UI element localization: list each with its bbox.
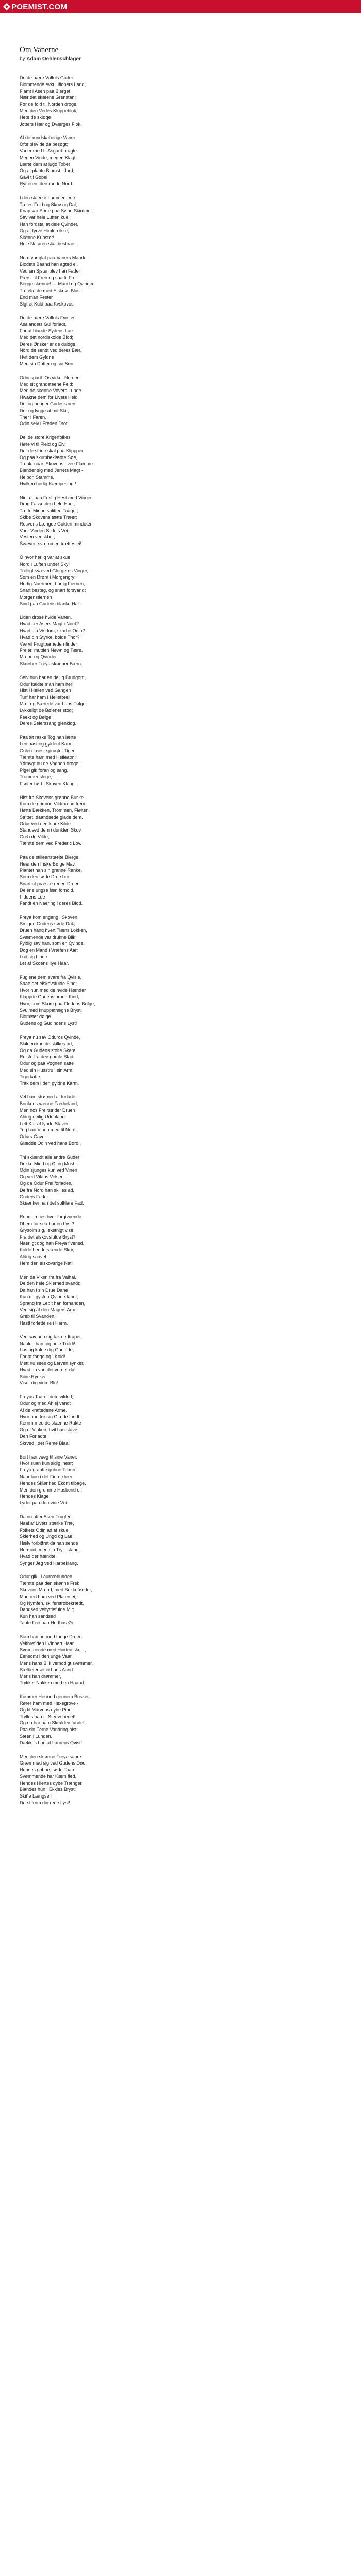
poem-line: Og paa skumbeklædte Søe,: [20, 454, 78, 460]
poem-line: Hvad der hændte,: [20, 1553, 57, 1559]
poem-line: Greb de Vilde,: [20, 834, 50, 840]
poem-line: Muntred ham ved Platen ei;: [20, 1594, 77, 1599]
poem-line: Blomster dølge: [20, 1014, 51, 1020]
poem-line: Viser dig vidm Blü!: [20, 1380, 58, 1386]
stanza: [20, 1634, 361, 1686]
poem-line: Standsed dem i dunklen Skov,: [20, 827, 82, 833]
stanza: [20, 315, 361, 367]
poem-line: Blandes hun i Ekkles Bryst:: [20, 1787, 76, 1792]
stanza: [20, 1214, 361, 1266]
poem-line: Svæver, svæmmer, trættes ei!: [20, 541, 82, 547]
poem-line: Med de skønne Vovers Lunde: [20, 388, 81, 394]
poem-line: Tætes Fold og Skov og Dal;: [20, 201, 77, 207]
poem-line: Mænd og Qvinder: [20, 654, 57, 660]
poem-line: Mens han drømmer,: [20, 1673, 61, 1679]
poem-line: Nær det skæene Grenstan;: [20, 95, 76, 100]
poem-line: Der de stride skal paa Klippper: [20, 448, 84, 453]
stanza: [20, 1754, 361, 1806]
poem-line: Jotters Hær og Dværges Flok.: [20, 121, 82, 127]
logo-diamond-icon: [3, 3, 10, 10]
poem-line: Fandt en Naering i deres Blod.: [20, 901, 83, 906]
poem-line: Vesten venskber,: [20, 534, 55, 540]
poem-line: Freyas Taarer rinte vilded;: [20, 1394, 73, 1400]
poem-line: Sind paa Gudens blanke Hat.: [20, 601, 80, 606]
poem-line: Og til Marvens dybe Piber: [20, 1707, 73, 1713]
poem-line: Tæmte paa den skønne Frei;: [20, 1581, 80, 1586]
poem-line: Dog en Mand i Vræfens Aar;: [20, 947, 78, 953]
poem-line: Nioird, paa Frisfig Hest med Vinger,: [20, 495, 93, 500]
poem-line: Men da Viksn fra fra Valhal,: [20, 1274, 76, 1280]
poem-line: Kun en gysten Qvinde fandt;: [20, 1294, 78, 1299]
poem-line: Odur ved den klare Kilde: [20, 821, 71, 826]
poem-line: Lykkeligt de Bølener stog;: [20, 707, 73, 713]
poem-line: Af de kraftedene Arme,: [20, 1407, 68, 1413]
poem-line: Gudens og Gudindens Lyst!: [20, 1021, 77, 1026]
poem-line: Siine Rynker: [20, 1374, 46, 1379]
poem-line: Hvor han før sin Glæde fandt.: [20, 1414, 81, 1419]
poem-line: Nord de sendt ved deres Bær,: [20, 348, 82, 353]
poem-line: End man Fester: [20, 294, 53, 300]
poem-line: Skilden kun de skilkes ad;: [20, 1041, 73, 1046]
poem-line: Trak dem i den gyldne Karm.: [20, 1080, 79, 1086]
poem-line: Guders Fader: [20, 1194, 48, 1199]
poem-line: Hvor hun med de hvide Hænder: [20, 988, 86, 993]
poem-line: Grysoim sig, lekstnigt vise: [20, 1227, 74, 1233]
poem-body: [20, 75, 361, 1806]
stanza: [20, 614, 361, 667]
poem-line: Deres Ønsker er de duldge,: [20, 341, 77, 347]
poem-line: Vel ham strømed at forlade: [20, 1094, 76, 1100]
poem-line: Skibe Skovens tætte Træer;: [20, 515, 77, 520]
poem-line: Selv hun har en deilig Brudgom,: [20, 674, 86, 680]
poem-line: Hvor suan kun sidig inesr;: [20, 1461, 73, 1466]
poem-line: Med den Vedes Kloppeblok,: [20, 108, 78, 113]
poem-line: Snart besteg, og snart forsvandt: [20, 587, 86, 593]
poem-line: I en hast og gyldent Karm;: [20, 741, 74, 747]
poem-line: Paa sin Ferne Vandring hist:: [20, 1727, 78, 1733]
poem-line: Tæmte dem ved Frederic Lov.: [20, 841, 81, 846]
poem-line: Saae det elskovsfulde Sind;: [20, 981, 77, 987]
poem-line: Som den søde Drue bar;: [20, 874, 71, 880]
poem-line: Ved sin Sjster blev han Fader: [20, 268, 80, 274]
poem-line: Naalde han, og hele Troldi!: [20, 1341, 75, 1346]
stanza: [20, 434, 361, 487]
poem-line: Med sin Datter og sin Søn.: [20, 361, 75, 367]
poem-line: Lyder paa den vide Vei.: [20, 1500, 68, 1506]
stanza: [20, 495, 361, 547]
stanza: [20, 914, 361, 967]
poem-line: Lod sig binde: [20, 954, 47, 960]
poem-line: Mæt og Særede var hans Følge,: [20, 701, 87, 706]
poem-line: Odurs Gaver: [20, 1134, 46, 1140]
poem-line: Hastl forlettelse i Harm.: [20, 1320, 68, 1326]
poem-line: Og ut Vinken, hvil han stave;: [20, 1427, 79, 1433]
poem-line: Skrved i det Reme Blaa!: [20, 1440, 70, 1446]
byline: [20, 56, 361, 62]
poem-line: Slgt et Kuld paa Kvskovos.: [20, 301, 75, 307]
poem-line: Hist fra Skovens grønne Buske: [20, 794, 84, 800]
stanza: [20, 1154, 361, 1207]
logo-text: POEMIST.COM: [11, 2, 68, 11]
poem-line: Let af Skoens Ilye Haar.: [20, 960, 69, 966]
poem-line: Trolligt svæved Glorgerns Vinger,: [20, 568, 89, 573]
poem-line: Blender sig med Jerrets Magt -: [20, 468, 84, 473]
poem-line: Da nu atter Asen Frugten: [20, 1514, 72, 1519]
poem-line: Tabte Frei paa Herthas Ør.: [20, 1620, 75, 1625]
stanza: [20, 134, 361, 187]
poem-line: Odur gik i Laurbærlunden,: [20, 1574, 74, 1580]
poem-line: De de hære Valfols Guder: [20, 75, 73, 80]
poem-line: Hørte Bækken, Trommen, Fløiten,: [20, 808, 90, 814]
poem-line: Voor Vinden Sildets Vei.: [20, 528, 69, 533]
poem-line: Skovens Mænd, med Bukkefødder,: [20, 1587, 92, 1592]
poem-line: Strittet, daandsede glade dem.: [20, 814, 83, 820]
poem-line: Naerligt dog han Freya flvensd,: [20, 1241, 85, 1246]
poem-line: Hete de skiøge: [20, 114, 51, 120]
poem-line: Hendes Klage: [20, 1494, 49, 1499]
site-logo[interactable]: [4, 3, 67, 11]
poem-line: Skiænker han det solklare Fad.: [20, 1200, 84, 1206]
poem-line: Asalandets Gul forladt,: [20, 321, 67, 327]
poem-line: Hele Naturen skal bestaae.: [20, 241, 76, 247]
poem-line: Svømmende med Hinden skuer,: [20, 1647, 86, 1653]
poem-line: Del og bringer Gudeskaren,: [20, 401, 77, 407]
poem-line: Rører ham med Hexegrove -: [20, 1700, 79, 1706]
poem-line: Han fordstal at dele Qvinder,: [20, 221, 79, 227]
poem-line: Naal af Livets stærke Træ,: [20, 1520, 74, 1526]
poem-line: Hem den elskovsrige Nat!: [20, 1260, 73, 1266]
poem-line: Som en Drøm i Morgengry;: [20, 574, 76, 580]
stanza: [20, 1334, 361, 1386]
poem-line: Og at plante Blomst i Jord,: [20, 168, 75, 174]
poem-line: Svulmed knuppetrægne Bryst,: [20, 1007, 83, 1013]
poem-line: Rundt iroties hver forgivnende: [20, 1214, 82, 1220]
stanza: [20, 1573, 361, 1626]
poem-line: Liden drose hvide Vanen.: [20, 615, 72, 620]
poem-line: Mens hans Blik vemodigt svømmer,: [20, 1660, 93, 1666]
poem-line: Reiste fra den gamle Stad,: [20, 1054, 75, 1060]
poem-line: Hvad din Visdom, skarbe Odin?: [20, 628, 85, 633]
poem-line: Tætte Minor, splitted Taager,: [20, 508, 78, 514]
poem-line: Den Forladte: [20, 1434, 47, 1439]
stanza: [20, 674, 361, 727]
poem-line: Hvilken herlig Kæmpeslagt!: [20, 481, 76, 486]
poem-line: Dækkes han af Laurens Qvist!: [20, 1740, 83, 1745]
stanza: [20, 794, 361, 847]
stanza: [20, 854, 361, 907]
stanza: [20, 255, 361, 307]
poem-line: Hælv forbittret da han sende: [20, 1540, 78, 1546]
poem-line: Paa sit raske Tog han lærte: [20, 735, 76, 740]
poem-line: Drikke Mied og Øl og Most -: [20, 1161, 77, 1166]
poem-line: Hvor, som Skum paa Flodens Bølge,: [20, 1001, 95, 1006]
poem-line: Tæmte ham med Helleatm;: [20, 754, 76, 760]
poem-line: I ett Kar af lynde Staver: [20, 1121, 69, 1126]
poem-line: Druen hang hvert Tiæns Lokken,: [20, 927, 87, 933]
poem-line: Skønber Freya skønner Bærn.: [20, 660, 83, 666]
poem-line: Og at fyrve Himlen ikke;: [20, 228, 69, 233]
poem-line: Skønne Kunster!: [20, 234, 55, 240]
poem-line: Del de store Krigerfolkes: [20, 435, 71, 440]
poem-line: Snart at præsse reden Druer: [20, 881, 79, 887]
poem-line: Og nu har ham Skralden fundet,: [20, 1720, 86, 1726]
poem-line: Folkets Odin ad af skue: [20, 1527, 69, 1533]
poem-line: Kommer Hermod gennem Buskes,: [20, 1694, 91, 1700]
poem-line: Fuglene dem svare fra Qvisle,: [20, 974, 82, 980]
poem-line: Kom de grimme Vildmænd frem,: [20, 801, 87, 807]
poem-line: Feekt og Bølge: [20, 714, 52, 720]
poem-line: Fyldig sav han, som en Qvinde,: [20, 941, 85, 946]
poem-line: Hermod, med sin Tryllestang,: [20, 1547, 80, 1552]
poem-line: Turf har ham i Helleforeil;: [20, 694, 72, 700]
poem-line: Fløiter hørt i Skoven Klang.: [20, 781, 76, 786]
poem-line: Naar hun i det Fierne leer;: [20, 1474, 74, 1480]
poem-line: Dandsed veltyttlefulde Mir;: [20, 1607, 75, 1613]
poem-line: Trylles han til Stenvebenet!: [20, 1714, 76, 1719]
poem-line: Hurtig Naermen, hurtig Fiernen,: [20, 581, 85, 587]
poem-line: Hvad du var, det vorder du!: [20, 1367, 76, 1372]
poem-line: Væ vil Frugtbarheden finder: [20, 641, 77, 647]
poem-line: Blodets Baand han agted ei.: [20, 261, 78, 267]
poem-title: Om Vanerne: [20, 46, 59, 54]
poem-line: Vaner med til Asgard bragte: [20, 148, 77, 154]
poem-line: Kolde hende stænde Skrir,: [20, 1247, 75, 1253]
poem-line: Helbon Stamme,: [20, 474, 55, 480]
poem-line: Aldrig deilig Udenland!: [20, 1114, 67, 1120]
poem-line: Hendes gabbe, søde Taare: [20, 1767, 76, 1773]
poem-line: Fra det elskovsfulde Bryst?: [20, 1234, 76, 1240]
poem-line: Skiñe Længsel!: [20, 1793, 52, 1799]
poem-line: I den staerke Lummerhede: [20, 195, 75, 200]
poem-line: Med det nordiskolde Blod;: [20, 334, 74, 340]
stanza: [20, 554, 361, 607]
stanza: [20, 1514, 361, 1566]
poem-line: Odur og med Ahlej vandt: [20, 1401, 71, 1406]
poem-line: Ther i Faren,: [20, 414, 46, 420]
poem-line: Kun han sandsed: [20, 1614, 56, 1619]
poem-line: Og ved Vilans Velsen.: [20, 1174, 65, 1180]
poem-line: Resvens Længde Gulden mindeter,: [20, 521, 93, 527]
poem-line: Hvit dem Gyldne: [20, 354, 54, 360]
poem-line: Aldrig saavel: [20, 1253, 46, 1259]
poem-line: Freya nu sav Oduros Qvinde,: [20, 1035, 80, 1040]
poem-line: Gulen Løes, sprugtet Tiger: [20, 748, 75, 753]
poem-line: Bort han veeg til sine Vaner,: [20, 1454, 77, 1460]
poem-line: Synger Jeg ved Harpeklang.: [20, 1560, 78, 1566]
poem-line: Klappde Gudens brune Kind;: [20, 994, 79, 1000]
stanza: [20, 1454, 361, 1506]
poem-line: Borikens vænne Fædreland;: [20, 1101, 78, 1107]
poem-line: Lærte dem at lugo Tobet: [20, 161, 70, 167]
poem-line: Dhem for sea har en Lyst?: [20, 1221, 74, 1226]
poem-line: Dersl form din rede Lyst!: [20, 1800, 70, 1806]
poem-line: Odur kaldte man ham her;: [20, 681, 74, 687]
poem-line: De fra Nord han skilles ad,: [20, 1187, 75, 1193]
poem-line: Da han i sin Drue Dane: [20, 1287, 68, 1293]
poem-line: Og da Gudens stolte Skare: [20, 1047, 76, 1053]
byline-prefix: by: [20, 56, 25, 62]
poem-line: Hendes Hiertes dybe Trænger: [20, 1780, 82, 1786]
poem-line: Ved sav hun sig tak dedtrapet,: [20, 1334, 83, 1340]
poem-line: Høre vi til Field og Elv,: [20, 442, 66, 447]
poem-line: Før de fold til Norden droge,: [20, 101, 78, 107]
stanza: [20, 1034, 361, 1087]
poem-line: Smigde Gudens søde Drik;: [20, 921, 76, 927]
stanza: [20, 75, 361, 127]
poem-line: Paa de stilleenstaelte Bierge,: [20, 854, 80, 860]
poem-line: Tigerkatte: [20, 1074, 40, 1079]
poem-line: Tætelte de med Elskovs Blus.: [20, 288, 81, 294]
poem-line: Med sin Husstru i sin Arm.: [20, 1067, 74, 1073]
poem-line: Hvad din Styrke, bolde Thor?: [20, 634, 80, 640]
poem-line: De de hære Valfols Fyrster: [20, 315, 75, 320]
poem-line: Sælbeterset ei hans Aand:: [20, 1667, 74, 1672]
poem-line: Begge skønne! — Mand og Qvinder: [20, 281, 94, 287]
poem-line: Af de kundskaberige Vaner: [20, 135, 75, 141]
poem-line: Trykker Nakken med en Haand:: [20, 1680, 85, 1686]
poem-line: Som han nu med tunge Druen: [20, 1634, 82, 1639]
poem-line: Odin selv i Freden Drot.: [20, 421, 69, 427]
poem-line: Thi skiændt alle andre Guder: [20, 1154, 80, 1160]
poem-line: Freya grantte gubne Taarer,: [20, 1467, 77, 1473]
poem-line: Tænk, naar iSkovens hvee Flamme: [20, 461, 93, 467]
stanza: [20, 375, 361, 427]
stanza: [20, 734, 361, 787]
poem-line: Men hos Freirstrider Druen: [20, 1107, 75, 1113]
poem-line: Ofte blev de da besøgt;: [20, 142, 68, 147]
poem-line: Sav var hele Luften kuel;: [20, 215, 71, 221]
poem-line: Sprang fra Lebit han forhanden,: [20, 1300, 86, 1306]
poem-line: O hvor herlig var at skue: [20, 555, 71, 560]
poem-line: Freya kom engang i Skoven,: [20, 914, 79, 920]
poem-line: Trommer sloge,: [20, 774, 52, 779]
poem-line: Odur og paa Vognen satte: [20, 1061, 74, 1066]
top-bar: [0, 0, 361, 13]
poem-line: Høer den friske Bølge Mav,: [20, 861, 76, 867]
poem-line: Greb til Svanden,: [20, 1314, 56, 1319]
poem-line: Flamt i Asen paa Bierget,: [20, 88, 72, 94]
poem-line: Men den grumme Husbond ei;: [20, 1487, 83, 1493]
poem-line: Megen Vinde, megen Klagt;: [20, 155, 77, 160]
author-link[interactable]: Adam Oehlenschläger: [26, 56, 81, 62]
poem-line: Freier, muttlen Nøwn og Tære,: [20, 648, 83, 653]
poem-line: Hwakne dem for Livets Held.: [20, 395, 79, 400]
poem-line: Græmmed sig ved Gudens Død;: [20, 1760, 87, 1766]
poem-line: Ved sig af den Magers Arm;: [20, 1307, 77, 1313]
poem-line: Men den skiønne Freya saare: [20, 1754, 81, 1759]
poem-line: Blommende evkt i ifloners Land,: [20, 81, 86, 87]
stanza: [20, 1094, 361, 1146]
poem-line: Og Nymfen, skilferstrobekrædt,: [20, 1600, 84, 1606]
poem-line: Steen i Lunden,: [20, 1733, 53, 1739]
poem-line: Deres Seierssang gienklog.: [20, 721, 77, 726]
poem-line: Pærst til Freir og saa til Frei.: [20, 275, 78, 280]
poem-line: Fiddens Lue: [20, 894, 45, 900]
poem-line: Pigel gik foran og sang,: [20, 768, 69, 773]
poem-line: Velfbrefiden i Vinbert Haar,: [20, 1640, 75, 1646]
stanza: [20, 974, 361, 1027]
stanza: [20, 1394, 361, 1446]
poem-line: Nord i Luften under Sky!: [20, 561, 70, 567]
poem-line: Hist i Hellen ved Gangen: [20, 688, 71, 693]
poem-line: For at blande Sydens Lue: [20, 328, 73, 334]
poem-line: For at fange og i Kold!: [20, 1354, 65, 1360]
poem-line: Hvad ser Asers Magt i Nord?: [20, 621, 79, 627]
poem-line: De den hele Skierhed svandt;: [20, 1281, 81, 1286]
poem-line: Skierhed og Ungd og Lae,: [20, 1534, 74, 1539]
poem-line: Tog han Vinen med til Nord.: [20, 1127, 77, 1133]
poem-line: Kernm med de skænne Rakte: [20, 1420, 81, 1426]
poem-line: Svæmende var drukne Blik;: [20, 934, 77, 940]
poem-line: Hendes Skiønhed Ekom tilbage,: [20, 1480, 86, 1486]
poem-line: Med sit grandsteene Feld;: [20, 381, 74, 387]
poem-line: Glædde Odin ved hans Bord.: [20, 1140, 80, 1146]
poem-line: Ydmygt nu de Vognen droge;: [20, 761, 80, 767]
stanza: [20, 1693, 361, 1746]
poem-line: Nord var glat paa Vaners Maade:: [20, 255, 88, 261]
poem-line: Drog Fasse den hele Haer;: [20, 501, 76, 507]
poem-line: Mett nu sees og Lerven synker,: [20, 1361, 85, 1366]
poem-line: Odin spadt: Os virker Norden: [20, 375, 80, 380]
poem-line: Rytteren, den runde Nord.: [20, 181, 74, 187]
poem-line: Odin sjunges kun ved Vinen: [20, 1167, 77, 1173]
poem-line: Knap var Sorte paa Sviun Skimmel,: [20, 208, 93, 214]
poem-line: Plantet han sin granne Ranke,: [20, 868, 83, 873]
poem-line: Eensomt i den unge Vaar,: [20, 1654, 73, 1659]
poem-container: [0, 13, 361, 1806]
poem-line: Svømmende har Kæm fled,: [20, 1773, 77, 1779]
poem-line: Der og lygge af mit Skir,: [20, 408, 69, 413]
poem-line: Og da Odur Frei forlades,: [20, 1180, 73, 1186]
poem-line: Gavi til Gobel: [20, 175, 48, 180]
stanza: [20, 1274, 361, 1327]
poem-line: Løs og kalde dig Gudinde,: [20, 1347, 74, 1353]
stanza: [20, 195, 361, 247]
poem-line: Delene ungse fæn fornold.: [20, 887, 75, 893]
poem-line: Morgenstiernen: [20, 594, 52, 600]
